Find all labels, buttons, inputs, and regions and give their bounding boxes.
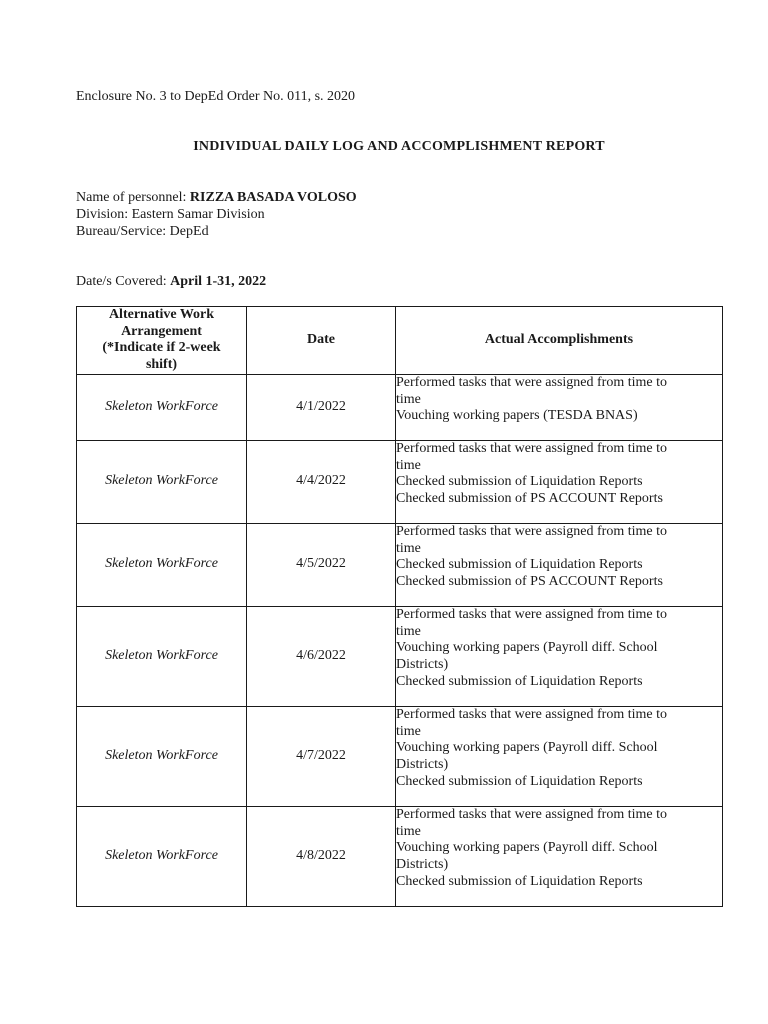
accomplishment-line: Vouching working papers (Payroll diff. School xyxy=(396,740,658,756)
accomplishment-line: time xyxy=(396,623,421,639)
accomplishment-line: Performed tasks that were assigned from time to xyxy=(396,523,667,539)
arrangement-cell: Skeleton WorkForce xyxy=(77,440,247,523)
accomplishment-line: Checked submission of Liquidation Reports xyxy=(396,773,643,789)
accomplishment-line: Checked submission of Liquidation Reports xyxy=(396,474,643,490)
dates-covered-label: Date/s Covered: xyxy=(76,274,171,289)
table-row xyxy=(77,806,723,906)
accomplishment-table xyxy=(76,306,723,907)
accomplishments-cell xyxy=(396,606,723,706)
accomplishment-line: Districts) xyxy=(396,856,449,872)
accomplishment-line: Performed tasks that were assigned from time to xyxy=(396,606,667,622)
table-row xyxy=(77,523,723,606)
accomplishment-line: Checked submission of PS ACCOUNT Reports xyxy=(396,490,663,506)
personnel-label: Name of personnel: xyxy=(76,190,190,205)
table-row xyxy=(77,374,723,440)
enclosure-line: Enclosure No. 3 to DepEd Order No. 011, s. 2020 xyxy=(76,89,356,104)
accomplishment-line: time xyxy=(396,823,421,839)
accomplishment-line: Vouching working papers (TESDA BNAS) xyxy=(396,408,638,424)
table-body xyxy=(77,374,723,906)
arrangement-cell: Skeleton WorkForce xyxy=(77,806,247,906)
table-header-row xyxy=(77,307,723,375)
accomplishment-line: Districts) xyxy=(396,756,449,772)
arrangement-cell: Skeleton WorkForce xyxy=(77,374,247,440)
dates-covered-line xyxy=(76,273,266,290)
accomplishment-line: Performed tasks that were assigned from time to xyxy=(396,440,667,456)
accomplishment-line: Districts) xyxy=(396,656,449,672)
accomplishment-line: Checked submission of Liquidation Reports xyxy=(396,557,643,573)
accomplishment-line: Checked submission of Liquidation Reports xyxy=(396,673,643,689)
accomplishment-line: Vouching working papers (Payroll diff. School xyxy=(396,840,658,856)
table-row xyxy=(77,606,723,706)
table-row xyxy=(77,706,723,806)
personnel-name: RIZZA BASADA VOLOSO xyxy=(189,190,357,205)
accomplishments-cell xyxy=(396,523,723,606)
report-title: INDIVIDUAL DAILY LOG AND ACCOMPLISHMENT REPORT xyxy=(193,139,605,154)
accomplishment-line: Performed tasks that were assigned from time to xyxy=(396,706,667,722)
dates-covered-value: April 1-31, 2022 xyxy=(170,274,267,289)
accomplishment-line: Performed tasks that were assigned from time to xyxy=(396,374,667,390)
header-alternative-work-arrangement: Alternative Work Arrangement (*Indicate if 2-week shift) xyxy=(77,307,247,375)
date-cell: 4/4/2022 xyxy=(247,440,396,523)
date-cell: 4/5/2022 xyxy=(247,523,396,606)
division-line: Division: Eastern Samar Division xyxy=(76,207,265,222)
bureau-line: Bureau/Service: DepEd xyxy=(76,224,209,239)
accomplishment-line: Checked submission of Liquidation Reports xyxy=(396,873,643,889)
accomplishment-line: time xyxy=(396,540,421,556)
date-cell: 4/6/2022 xyxy=(247,606,396,706)
date-cell: 4/1/2022 xyxy=(247,374,396,440)
accomplishment-line: time xyxy=(396,723,421,739)
date-cell: 4/7/2022 xyxy=(247,706,396,806)
arrangement-cell: Skeleton WorkForce xyxy=(77,606,247,706)
header-actual-accomplishments: Actual Accomplishments xyxy=(396,307,723,375)
table-row xyxy=(77,440,723,523)
date-cell: 4/8/2022 xyxy=(247,806,396,906)
accomplishment-line: Vouching working papers (Payroll diff. School xyxy=(396,640,658,656)
accomplishment-line: Checked submission of PS ACCOUNT Reports xyxy=(396,573,663,589)
accomplishment-line: Performed tasks that were assigned from time to xyxy=(396,806,667,822)
accomplishment-line: time xyxy=(396,457,421,473)
accomplishments-cell xyxy=(396,440,723,523)
accomplishment-line: time xyxy=(396,391,421,407)
accomplishments-cell xyxy=(396,374,723,440)
accomplishments-cell xyxy=(396,706,723,806)
personnel-line xyxy=(76,189,357,206)
arrangement-cell: Skeleton WorkForce xyxy=(77,706,247,806)
header-date: Date xyxy=(247,307,396,375)
accomplishments-cell xyxy=(396,806,723,906)
arrangement-cell: Skeleton WorkForce xyxy=(77,523,247,606)
